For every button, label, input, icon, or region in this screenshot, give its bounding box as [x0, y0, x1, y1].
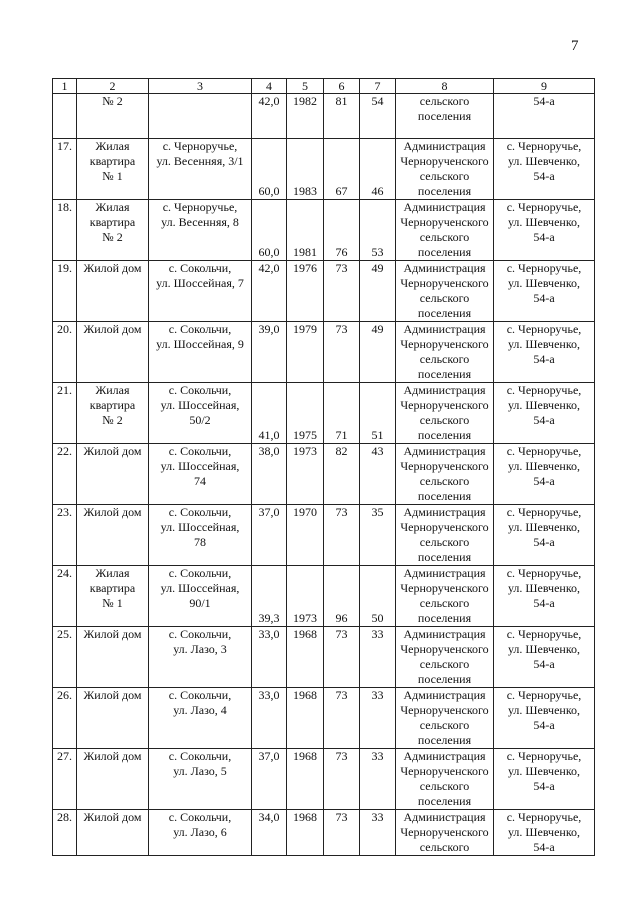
column-number-row — [53, 79, 595, 94]
holder-address-cell: с. Черноручье, ул. Шевченко, 54-а — [494, 749, 595, 810]
object-name-cell: Жилой дом — [77, 749, 149, 810]
row-number-cell — [53, 94, 77, 139]
holder-address-cell: 54-а — [494, 94, 595, 139]
holder-address-cell: с. Черноручье, ул. Шевченко, 54-а — [494, 566, 595, 627]
address-cell: с. Сокольчи, ул. Лазо, 6 — [149, 810, 252, 856]
table-row — [53, 200, 595, 261]
wear-cell: 67 — [324, 139, 360, 200]
column-number: 7 — [360, 79, 396, 94]
holder-cell: Администрация Чернорученского сельского поселения — [396, 322, 494, 383]
year-cell: 1968 — [287, 749, 324, 810]
table-row — [53, 566, 595, 627]
year-cell: 1982 — [287, 94, 324, 139]
object-name-cell: Жилой дом — [77, 810, 149, 856]
table-row — [53, 383, 595, 444]
area-cell: 34,0 — [252, 810, 287, 856]
wear-cell: 71 — [324, 383, 360, 444]
row-number-cell: 25. — [53, 627, 77, 688]
column-number: 6 — [324, 79, 360, 94]
value-cell: 53 — [360, 200, 396, 261]
column-number: 1 — [53, 79, 77, 94]
address-cell: с. Черноручье, ул. Весенняя, 3/1 — [149, 139, 252, 200]
address-cell: с. Черноручье, ул. Весенняя, 8 — [149, 200, 252, 261]
holder-cell: Администрация Чернорученского сельского — [396, 810, 494, 856]
object-name-cell: Жилая квартира № 1 — [77, 566, 149, 627]
object-name-cell: Жилая квартира № 2 — [77, 200, 149, 261]
area-cell: 42,0 — [252, 261, 287, 322]
wear-cell: 82 — [324, 444, 360, 505]
table-row — [53, 505, 595, 566]
holder-address-cell: с. Черноручье, ул. Шевченко, 54-а — [494, 810, 595, 856]
year-cell: 1973 — [287, 566, 324, 627]
address-cell: с. Сокольчи, ул. Шоссейная, 7 — [149, 261, 252, 322]
holder-cell: Администрация Чернорученского сельского поселения — [396, 139, 494, 200]
year-cell: 1968 — [287, 627, 324, 688]
value-cell: 33 — [360, 627, 396, 688]
holder-address-cell: с. Черноручье, ул. Шевченко, 54-а — [494, 139, 595, 200]
table-row — [53, 749, 595, 810]
holder-cell: сельского поселения — [396, 94, 494, 139]
row-number-cell: 27. — [53, 749, 77, 810]
wear-cell: 73 — [324, 322, 360, 383]
object-name-cell: Жилой дом — [77, 261, 149, 322]
value-cell: 33 — [360, 688, 396, 749]
table-row — [53, 627, 595, 688]
value-cell: 33 — [360, 810, 396, 856]
area-cell: 41,0 — [252, 383, 287, 444]
holder-cell: Администрация Чернорученского сельского поселения — [396, 261, 494, 322]
year-cell: 1975 — [287, 383, 324, 444]
object-name-cell: Жилой дом — [77, 322, 149, 383]
row-number-cell: 17. — [53, 139, 77, 200]
object-name-cell: Жилой дом — [77, 627, 149, 688]
wear-cell: 73 — [324, 688, 360, 749]
address-cell: с. Сокольчи, ул. Шоссейная, 9 — [149, 322, 252, 383]
column-number: 4 — [252, 79, 287, 94]
year-cell: 1970 — [287, 505, 324, 566]
holder-address-cell: с. Черноручье, ул. Шевченко, 54-а — [494, 322, 595, 383]
address-cell: с. Сокольчи, ул. Лазо, 3 — [149, 627, 252, 688]
table-row — [53, 261, 595, 322]
row-number-cell: 21. — [53, 383, 77, 444]
address-cell — [149, 94, 252, 139]
object-name-cell: Жилая квартира № 1 — [77, 139, 149, 200]
holder-address-cell: с. Черноручье, ул. Шевченко, 54-а — [494, 627, 595, 688]
area-cell: 60,0 — [252, 200, 287, 261]
holder-cell: Администрация Чернорученского сельского поселения — [396, 505, 494, 566]
column-number: 9 — [494, 79, 595, 94]
address-cell: с. Сокольчи, ул. Лазо, 5 — [149, 749, 252, 810]
area-cell: 39,0 — [252, 322, 287, 383]
wear-cell: 73 — [324, 810, 360, 856]
address-cell: с. Сокольчи, ул. Шоссейная, 74 — [149, 444, 252, 505]
column-number: 8 — [396, 79, 494, 94]
year-cell: 1968 — [287, 810, 324, 856]
wear-cell: 76 — [324, 200, 360, 261]
table-row — [53, 688, 595, 749]
value-cell: 35 — [360, 505, 396, 566]
area-cell: 33,0 — [252, 688, 287, 749]
year-cell: 1968 — [287, 688, 324, 749]
holder-cell: Администрация Чернорученского сельского поселения — [396, 627, 494, 688]
holder-address-cell: с. Черноручье, ул. Шевченко, 54-а — [494, 261, 595, 322]
table-row-continued — [53, 94, 595, 139]
holder-cell: Администрация Чернорученского сельского поселения — [396, 749, 494, 810]
area-cell: 39,3 — [252, 566, 287, 627]
area-cell: 60,0 — [252, 139, 287, 200]
table-row — [53, 139, 595, 200]
holder-address-cell: с. Черноручье, ул. Шевченко, 54-а — [494, 200, 595, 261]
area-cell: 42,0 — [252, 94, 287, 139]
holder-address-cell: с. Черноручье, ул. Шевченко, 54-а — [494, 383, 595, 444]
value-cell: 46 — [360, 139, 396, 200]
wear-cell: 73 — [324, 261, 360, 322]
column-number: 3 — [149, 79, 252, 94]
row-number-cell: 22. — [53, 444, 77, 505]
row-number-cell: 26. — [53, 688, 77, 749]
table-row — [53, 444, 595, 505]
table-row — [53, 322, 595, 383]
value-cell: 33 — [360, 749, 396, 810]
table-row — [53, 810, 595, 856]
row-number-cell: 23. — [53, 505, 77, 566]
value-cell: 51 — [360, 383, 396, 444]
area-cell: 37,0 — [252, 505, 287, 566]
wear-cell: 73 — [324, 749, 360, 810]
column-number: 2 — [77, 79, 149, 94]
object-name-cell: Жилой дом — [77, 505, 149, 566]
object-name-cell: Жилой дом — [77, 688, 149, 749]
year-cell: 1976 — [287, 261, 324, 322]
holder-cell: Администрация Чернорученского сельского поселения — [396, 444, 494, 505]
object-name-cell: Жилая квартира № 2 — [77, 383, 149, 444]
row-number-cell: 20. — [53, 322, 77, 383]
holder-address-cell: с. Черноручье, ул. Шевченко, 54-а — [494, 444, 595, 505]
value-cell: 49 — [360, 322, 396, 383]
value-cell: 43 — [360, 444, 396, 505]
wear-cell: 73 — [324, 505, 360, 566]
address-cell: с. Сокольчи, ул. Шоссейная, 50/2 — [149, 383, 252, 444]
area-cell: 33,0 — [252, 627, 287, 688]
holder-cell: Администрация Чернорученского сельского поселения — [396, 566, 494, 627]
address-cell: с. Сокольчи, ул. Шоссейная, 90/1 — [149, 566, 252, 627]
value-cell: 54 — [360, 94, 396, 139]
column-number: 5 — [287, 79, 324, 94]
row-number-cell: 18. — [53, 200, 77, 261]
holder-cell: Администрация Чернорученского сельского поселения — [396, 200, 494, 261]
address-cell: с. Сокольчи, ул. Лазо, 4 — [149, 688, 252, 749]
row-number-cell: 24. — [53, 566, 77, 627]
wear-cell: 73 — [324, 627, 360, 688]
holder-cell: Администрация Чернорученского сельского поселения — [396, 688, 494, 749]
holder-address-cell: с. Черноручье, ул. Шевченко, 54-а — [494, 505, 595, 566]
value-cell: 49 — [360, 261, 396, 322]
year-cell: 1979 — [287, 322, 324, 383]
object-name-cell: Жилой дом — [77, 444, 149, 505]
page-number: 7 — [571, 38, 579, 54]
property-registry-table — [52, 78, 595, 856]
area-cell: 38,0 — [252, 444, 287, 505]
year-cell: 1973 — [287, 444, 324, 505]
wear-cell: 81 — [324, 94, 360, 139]
object-name-cell: № 2 — [77, 94, 149, 139]
wear-cell: 96 — [324, 566, 360, 627]
address-cell: с. Сокольчи, ул. Шоссейная, 78 — [149, 505, 252, 566]
value-cell: 50 — [360, 566, 396, 627]
holder-address-cell: с. Черноручье, ул. Шевченко, 54-а — [494, 688, 595, 749]
year-cell: 1983 — [287, 139, 324, 200]
row-number-cell: 19. — [53, 261, 77, 322]
area-cell: 37,0 — [252, 749, 287, 810]
year-cell: 1981 — [287, 200, 324, 261]
holder-cell: Администрация Чернорученского сельского поселения — [396, 383, 494, 444]
row-number-cell: 28. — [53, 810, 77, 856]
